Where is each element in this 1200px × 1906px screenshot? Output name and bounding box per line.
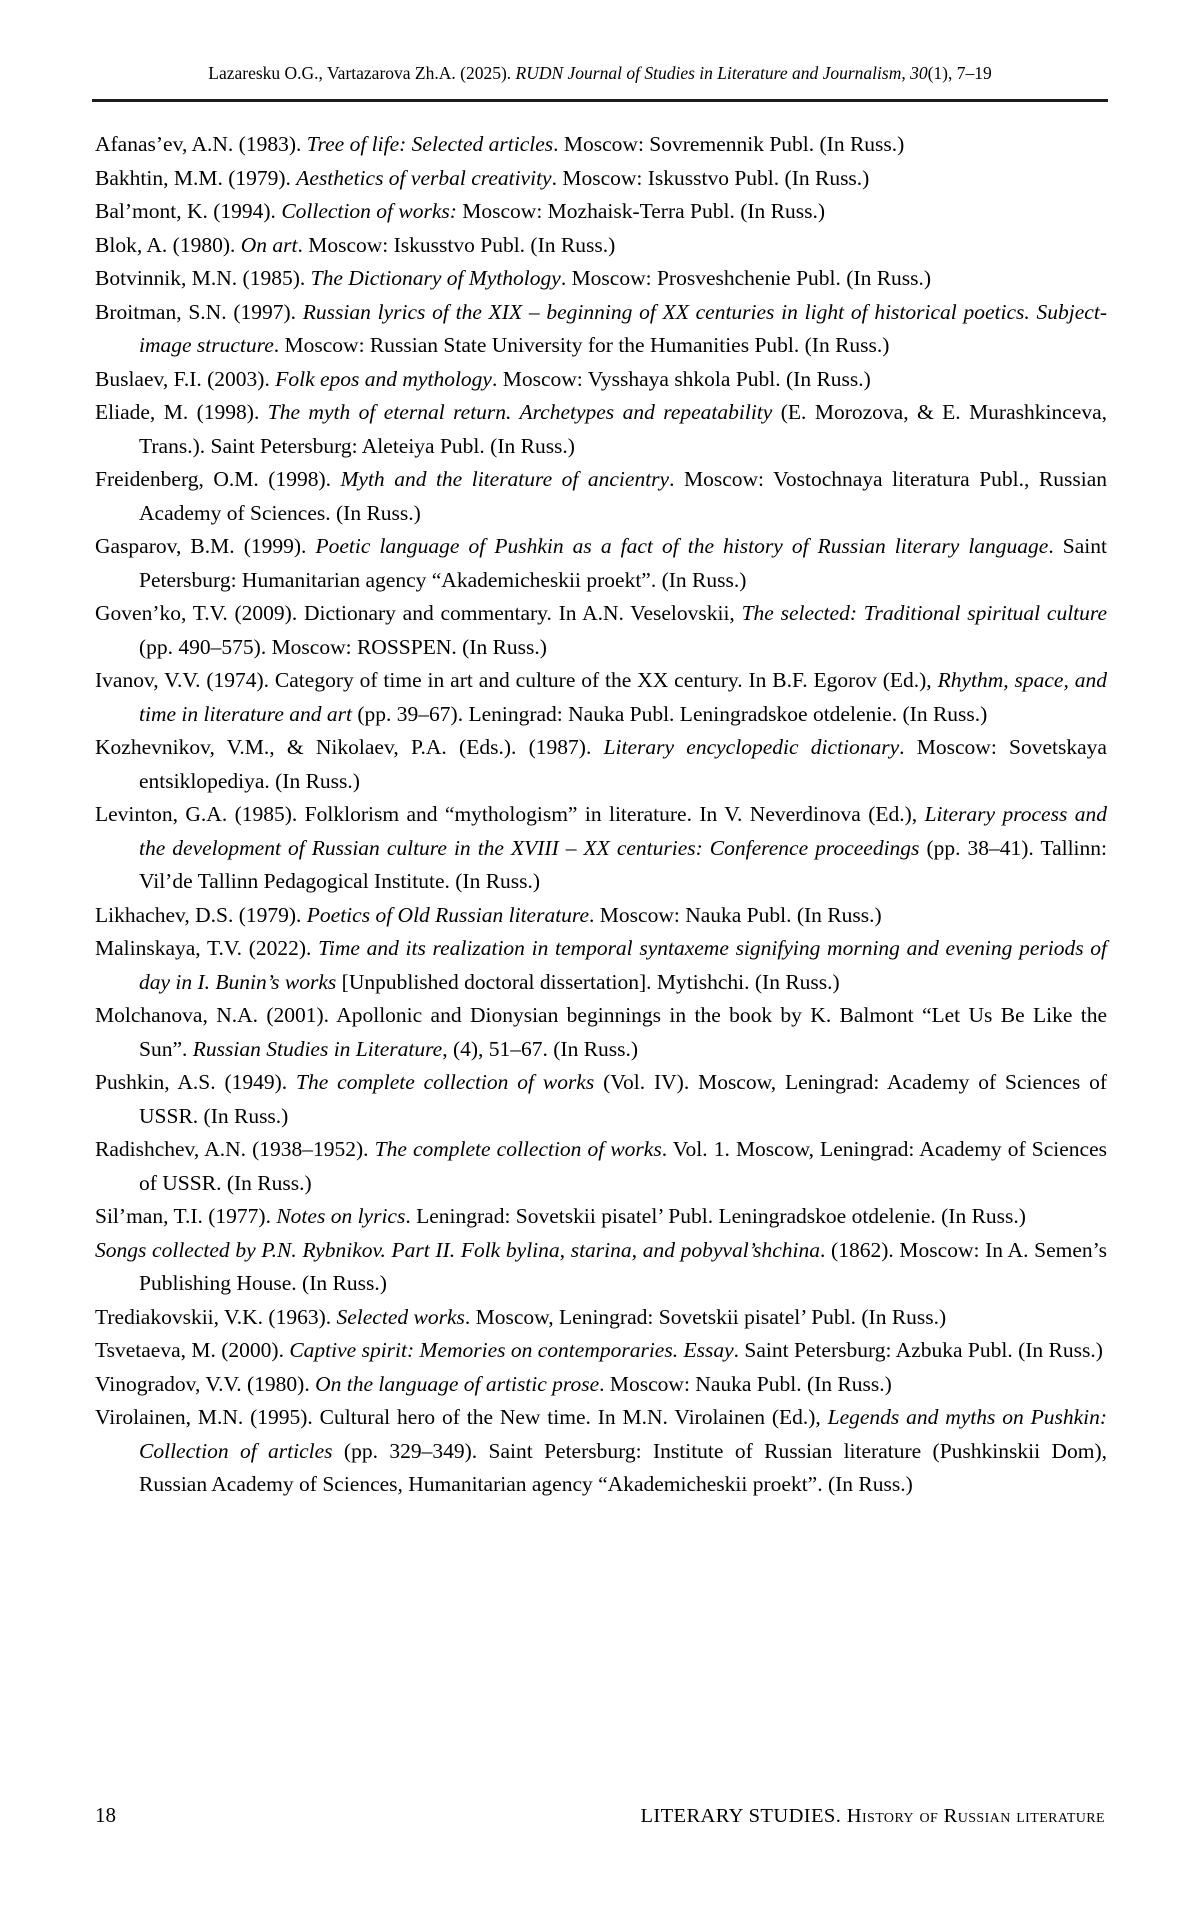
- text-run: History of Russian literature: [846, 1805, 1105, 1827]
- text-run: (1), 7–19: [927, 63, 992, 83]
- reference-entry: [95, 1368, 1107, 1402]
- reference-entry: [95, 597, 1107, 664]
- reference-entry: [95, 128, 1107, 162]
- italic-text-run: Collection of works:: [281, 199, 457, 223]
- italic-text-run: The complete collection of works: [296, 1070, 595, 1094]
- italic-text-run: The myth of eternal return. Archetypes and repeatability: [267, 400, 773, 424]
- text-run: . Moscow: Prosveshchenie Publ. (In Russ.): [560, 266, 932, 290]
- text-run: Gasparov, B.M. (1999).: [95, 534, 316, 558]
- italic-text-run: Legends and myths on Pushkin: Collection of articles: [139, 1405, 1107, 1463]
- text-run: Bal’mont, K. (1994).: [95, 199, 282, 223]
- reference-entry: [95, 530, 1107, 597]
- italic-text-run: Time and its realization in temporal syntaxeme signifying morning and evening periods of day in I. Bunin’s works: [139, 936, 1107, 994]
- text-run: Afanas’ev, A.N. (1983).: [95, 132, 307, 156]
- text-run: , (4), 51–67. (In Russ.): [442, 1036, 639, 1061]
- text-run: Likhachev, D.S. (1979).: [95, 902, 307, 927]
- reference-entry: [95, 363, 1107, 397]
- text-run: (pp. 39–67). Leningrad: Nauka Publ. Leningradskoe otdelenie. (In Russ.): [352, 701, 988, 726]
- italic-text-run: The complete collection of works: [374, 1137, 662, 1161]
- text-run: . Saint Petersburg: Azbuka Publ. (In Russ.): [733, 1338, 1103, 1362]
- text-run: . Moscow: Vostochnaya literatura Publ., Russian Academy of Sciences. (In Russ.): [139, 467, 1108, 525]
- page-number: 18: [95, 1803, 116, 1827]
- text-run: . Moscow: Sovetskaya entsiklopediya. (In Russ.): [139, 735, 1107, 793]
- italic-text-run: Notes on lyrics: [276, 1204, 406, 1228]
- reference-entry: [95, 999, 1107, 1066]
- italic-text-run: Rhythm, space, and time in literature and art: [139, 668, 1107, 726]
- text-run: Tsvetaeva, M. (2000).: [95, 1338, 290, 1362]
- reference-entry: [95, 932, 1107, 999]
- text-run: . Vol. 1. Moscow, Leningrad: Academy of Sciences of USSR. (In Russ.): [139, 1137, 1107, 1195]
- text-run: . Moscow: Nauka Publ. (In Russ.): [599, 1371, 892, 1396]
- reference-entry: [95, 1133, 1107, 1200]
- reference-entry: [95, 195, 1107, 229]
- references-list: [95, 128, 1107, 1502]
- text-run: Broitman, S.N. (1997).: [95, 299, 303, 324]
- page-footer: [95, 1803, 1105, 1828]
- text-run: Virolainen, M.N. (1995). Cultural hero of the New time. In M.N. Virolainen (Ed.),: [95, 1405, 828, 1429]
- text-run: Levinton, G.A. (1985). Folklorism and “mythologism” in literature. In V. Neverdinova (Ed.),: [95, 802, 925, 826]
- text-run: . Moscow: Iskusstvo Publ. (In Russ.): [297, 232, 616, 257]
- text-run: Moscow: Mozhaisk-Terra Publ. (In Russ.): [456, 199, 826, 223]
- text-run: . Moscow: Russian State University for the Humanities Publ. (In Russ.): [273, 333, 890, 357]
- reference-entry: [95, 1066, 1107, 1133]
- text-run: Sil’man, T.I. (1977).: [95, 1204, 277, 1228]
- text-run: . Leningrad: Sovetskii pisatel’ Publ. Leningradskoe otdelenie. (In Russ.): [405, 1204, 1026, 1228]
- text-run: Goven’ko, T.V. (2009). Dictionary and commentary. In A.N. Veselovskii,: [95, 601, 742, 625]
- text-run: Malinskaya, T.V. (2022).: [95, 936, 319, 960]
- text-run: . Moscow, Leningrad: Sovetskii pisatel’ Publ. (In Russ.): [464, 1304, 947, 1329]
- header-rule: [92, 99, 1108, 102]
- text-run: . (1862). Moscow: In A. Semen’s Publishing House. (In Russ.): [139, 1237, 1107, 1295]
- italic-text-run: Myth and the literature of ancientry: [340, 467, 670, 491]
- reference-entry: [95, 731, 1107, 798]
- text-run: LITERARY STUDIES.: [640, 1805, 847, 1827]
- reference-entry: [95, 1401, 1107, 1502]
- reference-entry: [95, 1334, 1107, 1368]
- italic-text-run: Literary process and the development of Russian culture in the XVIII – XX centuries: Conference proceedings: [139, 802, 1107, 860]
- text-run: (pp. 38–41). Tallinn: Vil’de Tallinn Pedagogical Institute. (In Russ.): [139, 835, 1108, 893]
- reference-entry: [95, 396, 1107, 463]
- italic-text-run: Russian lyrics of the XIX – beginning of XX centuries in light of historical poetics. Subject-image structure: [139, 299, 1107, 357]
- italic-text-run: Poetics of Old Russian literature: [306, 902, 590, 927]
- text-run: Botvinnik, M.N. (1985).: [95, 266, 311, 290]
- italic-text-run: Tree of life: Selected articles: [306, 132, 554, 156]
- text-run: [Unpublished doctoral dissertation]. Mytishchi. (In Russ.): [336, 969, 840, 994]
- text-run: Pushkin, A.S. (1949).: [95, 1070, 297, 1094]
- italic-text-run: Aesthetics of verbal creativity: [296, 165, 552, 190]
- text-run: Freidenberg, O.M. (1998).: [95, 467, 341, 491]
- reference-entry: [95, 1301, 1107, 1335]
- text-run: . Moscow: Iskusstvo Publ. (In Russ.): [551, 165, 870, 190]
- text-run: (Vol. IV). Moscow, Leningrad: Academy of Sciences of USSR. (In Russ.): [139, 1070, 1108, 1128]
- text-run: (pp. 490–575). Moscow: ROSSPEN. (In Russ.): [139, 634, 547, 659]
- reference-entry: [95, 229, 1107, 263]
- reference-entry: [95, 463, 1107, 530]
- text-run: . Moscow: Nauka Publ. (In Russ.): [589, 902, 882, 927]
- reference-entry: [95, 1200, 1107, 1234]
- reference-entry: [95, 162, 1107, 196]
- reference-entry: [95, 262, 1107, 296]
- reference-entry: [95, 664, 1107, 731]
- reference-entry: [95, 899, 1107, 933]
- text-run: Bakhtin, M.M. (1979).: [95, 165, 297, 190]
- journal-citation-header: [95, 62, 1105, 84]
- text-run: . Moscow: Vysshaya shkola Publ. (In Russ.): [491, 366, 871, 391]
- italic-text-run: On the language of artistic prose: [315, 1371, 600, 1396]
- text-run: . Saint Petersburg: Humanitarian agency “Akademicheskii proekt”. (In Russ.): [139, 534, 1107, 592]
- text-run: (E. Morozova, & E. Murashkinceva, Trans.). Saint Petersburg: Aleteiya Publ. (In Russ.): [139, 400, 1107, 458]
- italic-text-run: RUDN Journal of Studies in Literature and Journalism, 30: [515, 63, 928, 83]
- italic-text-run: The Dictionary of Mythology: [310, 266, 561, 290]
- text-run: Eliade, M. (1998).: [95, 400, 268, 424]
- running-head: [640, 1805, 1105, 1828]
- reference-entry: [95, 798, 1107, 899]
- italic-text-run: Captive spirit: Memories on contemporaries. Essay: [289, 1338, 734, 1362]
- text-run: Lazaresku O.G., Vartazarova Zh.A. (2025).: [208, 63, 516, 83]
- text-run: Buslaev, F.I. (2003).: [95, 366, 276, 391]
- text-run: Molchanova, N.A. (2001). Apollonic and Dionysian beginnings in the book by K. Balmont “Let Us Be Like the Sun”.: [95, 1003, 1107, 1061]
- text-run: (pp. 329–349). Saint Petersburg: Institute of Russian literature (Pushkinskii Dom), Russian Academy of Sciences, Humanitarian agency “Akademicheskii proekt”. (In Russ.): [139, 1438, 1107, 1496]
- italic-text-run: On art: [240, 232, 298, 257]
- text-run: Trediakovskii, V.K. (1963).: [95, 1304, 337, 1329]
- reference-entry: [95, 296, 1107, 363]
- text-run: Radishchev, A.N. (1938–1952).: [95, 1137, 375, 1161]
- italic-text-run: Songs collected by P.N. Rybnikov. Part II. Folk bylina, starina, and pobyval’shchina: [95, 1237, 820, 1262]
- text-run: . Moscow: Sovremennik Publ. (In Russ.): [553, 132, 905, 156]
- italic-text-run: Selected works: [336, 1304, 465, 1329]
- reference-entry: [95, 1234, 1107, 1301]
- italic-text-run: Folk epos and mythology: [275, 366, 492, 391]
- italic-text-run: Poetic language of Pushkin as a fact of the history of Russian literary language: [315, 534, 1049, 558]
- italic-text-run: Literary encyclopedic dictionary: [603, 735, 900, 759]
- text-run: Kozhevnikov, V.M., & Nikolaev, P.A. (Eds.). (1987).: [95, 735, 604, 759]
- italic-text-run: The selected: Traditional spiritual culture: [741, 601, 1108, 625]
- italic-text-run: Russian Studies in Literature: [192, 1036, 443, 1061]
- text-run: Ivanov, V.V. (1974). Category of time in art and culture of the XX century. In B.F. Egorov (Ed.),: [95, 668, 938, 692]
- text-run: Blok, A. (1980).: [95, 232, 241, 257]
- text-run: Vinogradov, V.V. (1980).: [95, 1371, 316, 1396]
